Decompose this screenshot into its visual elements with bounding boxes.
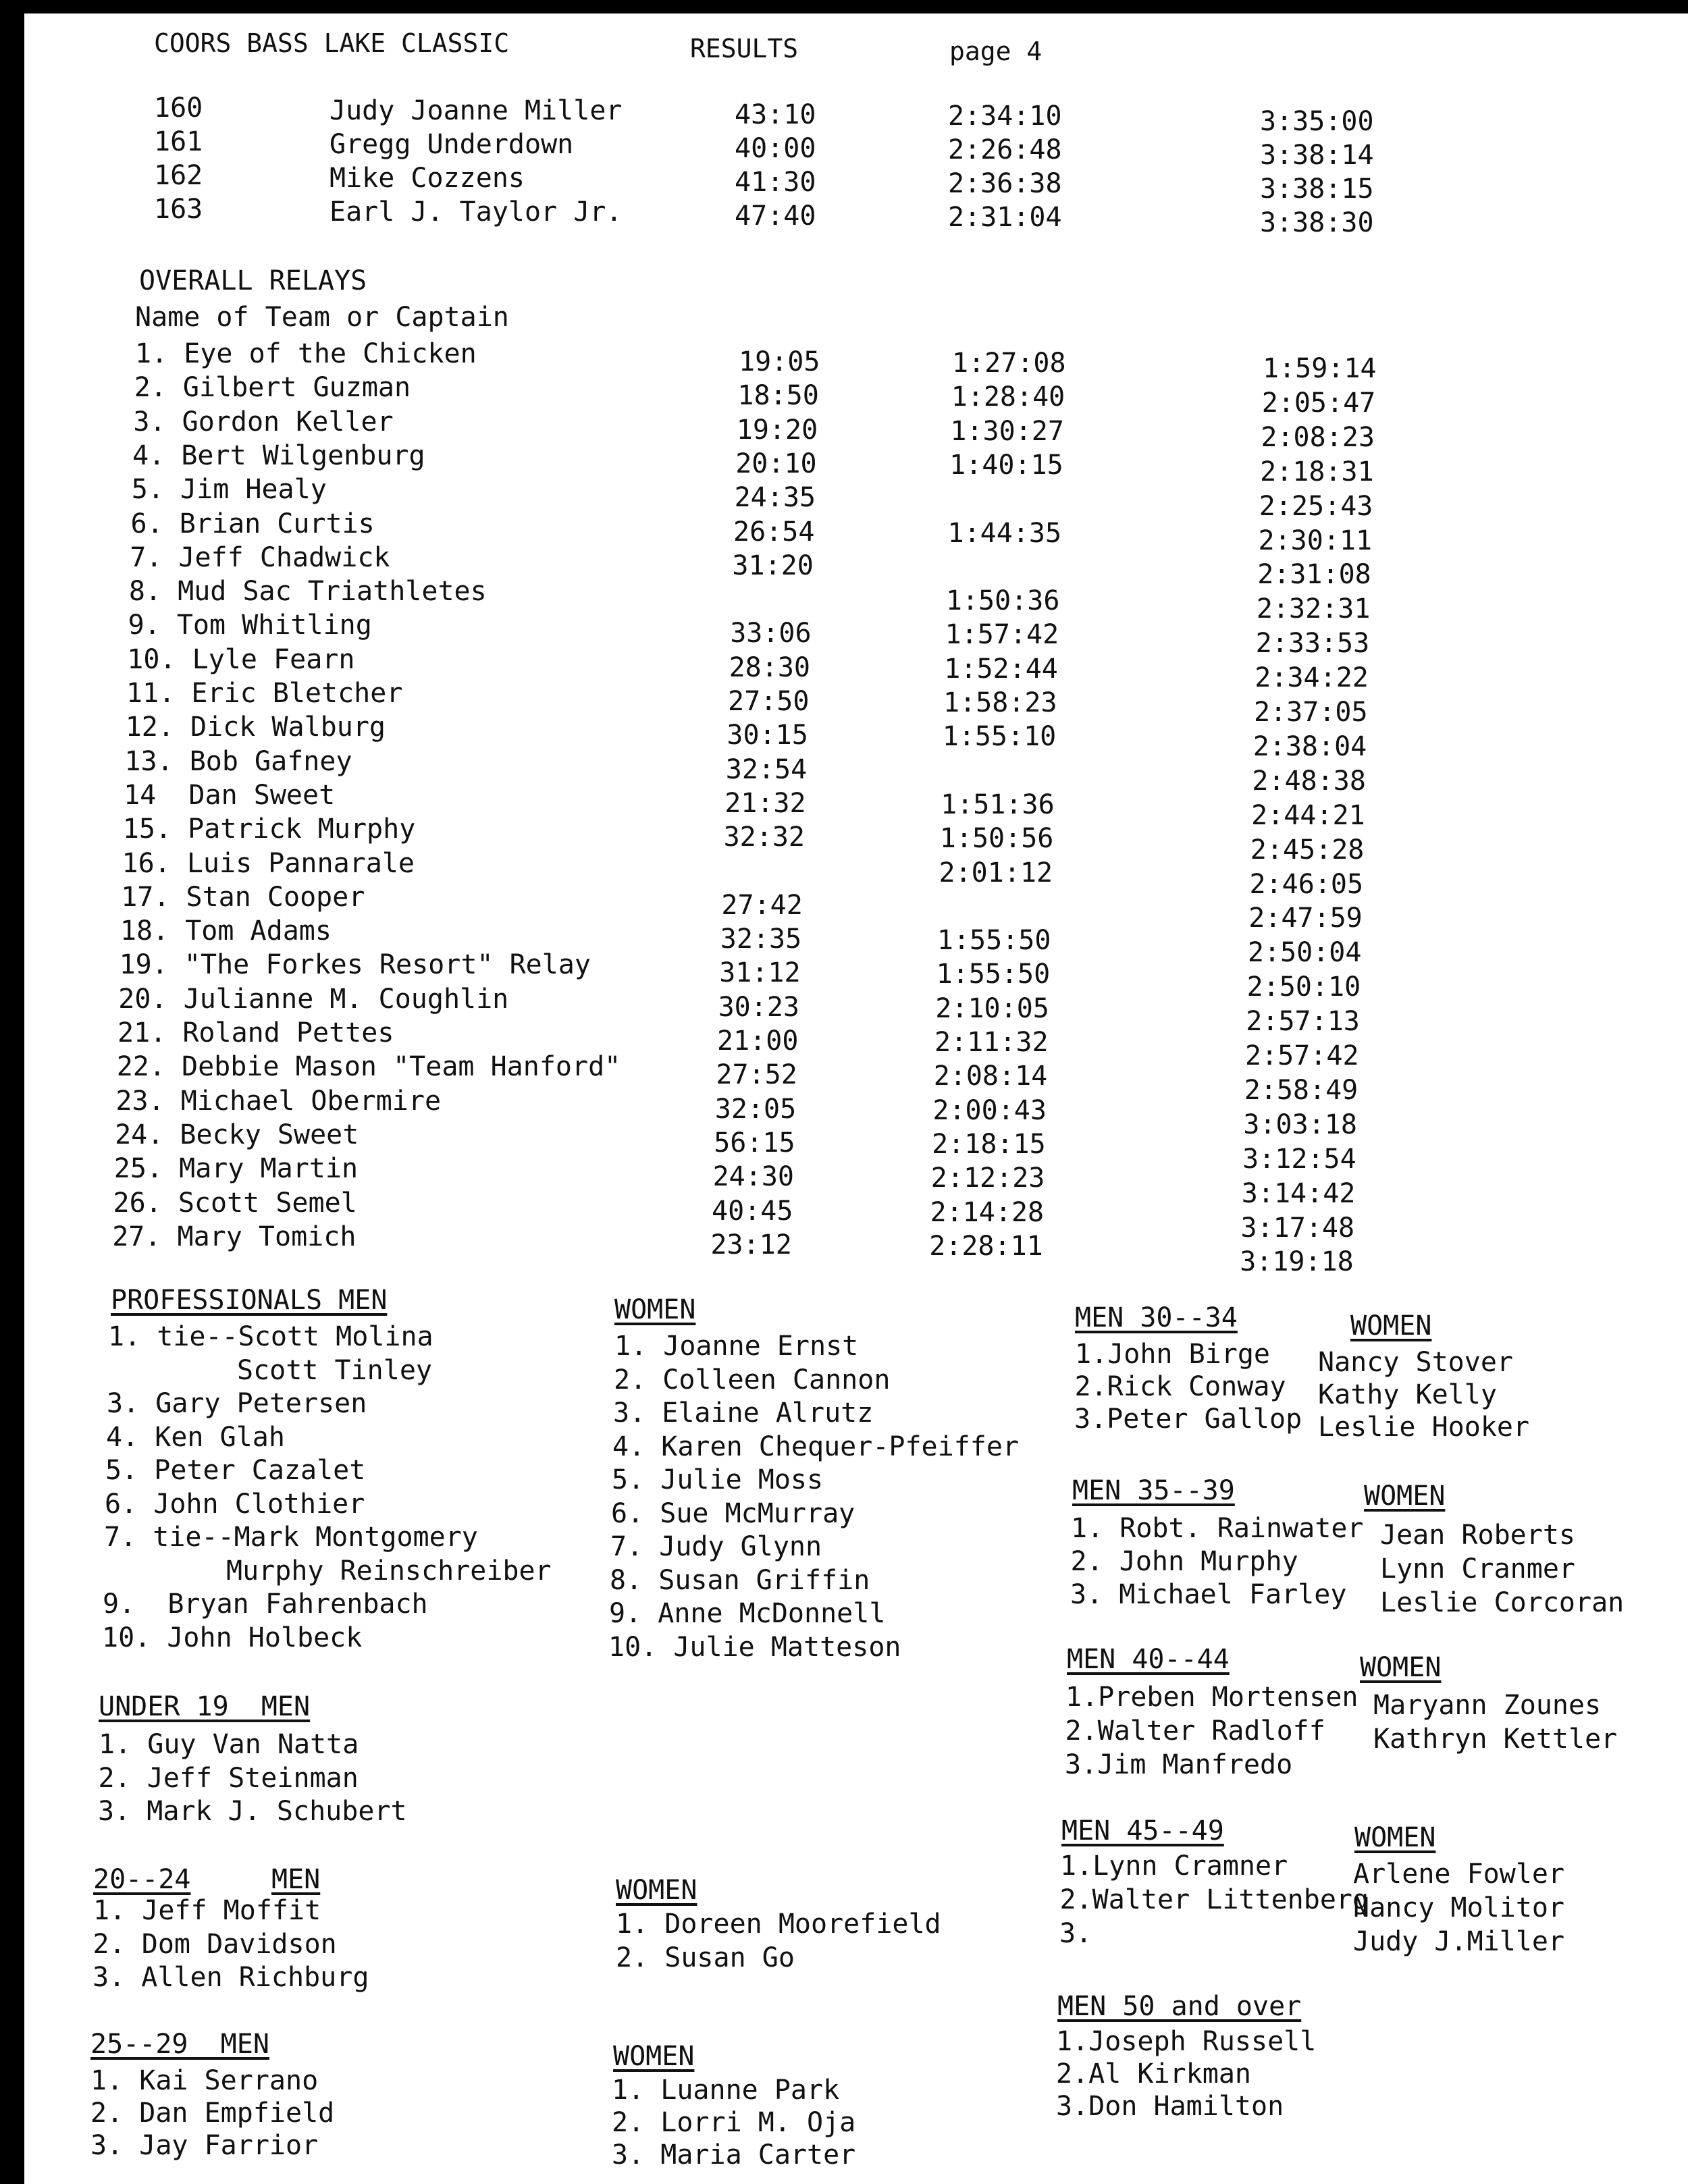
bike-time: 1:44:35 — [947, 517, 1062, 549]
team-name: 12. Dick Walburg — [125, 712, 386, 743]
swim-time: 24:35 — [734, 482, 816, 514]
total-time: 2:50:04 — [1247, 937, 1362, 969]
scan-top-border — [0, 0, 1688, 14]
age40-44-women-title: WOMEN — [1360, 1652, 1442, 1683]
swim-time: 32:32 — [723, 822, 806, 853]
list-item: 10. Julie Matteson — [608, 1631, 901, 1663]
total-time: 2:37:05 — [1254, 697, 1368, 728]
total-time: 2:38:04 — [1252, 730, 1367, 762]
swim-time: 56:15 — [714, 1127, 795, 1158]
total-time: 3:35:00 — [1260, 106, 1374, 137]
list-item: 8. Susan Griffin — [610, 1564, 870, 1596]
list-item: 3. Mark J. Schubert — [98, 1796, 407, 1827]
list-item: 3. Gary Petersen — [107, 1388, 367, 1419]
bike-time: 1:40:15 — [949, 449, 1063, 481]
list-item: 2. John Murphy — [1070, 1546, 1298, 1577]
list-item: 2.Al Kirkman — [1056, 2058, 1251, 2089]
swim-time: 41:30 — [735, 167, 816, 198]
list-item: 1. Luanne Park — [612, 2075, 840, 2106]
bike-time: 2:11:32 — [934, 1027, 1049, 1058]
swim-time: 18:50 — [737, 380, 819, 412]
list-item: 9. Bryan Fahrenbach — [103, 1589, 428, 1620]
place: 162 — [154, 160, 203, 191]
bike-time: 1:58:23 — [943, 687, 1057, 718]
list-item: 5. Julie Moss — [612, 1464, 824, 1495]
total-time: 3:17:48 — [1240, 1212, 1355, 1244]
list-item: 1. Kai Serrano — [90, 2065, 319, 2096]
list-item: 1.John Birge — [1075, 1339, 1270, 1370]
bike-time: 1:50:36 — [945, 585, 1060, 617]
swim-time: 30:15 — [727, 720, 808, 751]
swim-time: 27:50 — [728, 686, 810, 717]
list-item: Scott Tinley — [237, 1354, 432, 1386]
list-item: Lynn Cranmer — [1380, 1553, 1575, 1584]
bike-time: 1:52:44 — [944, 653, 1058, 685]
place: 160 — [154, 92, 203, 124]
total-time: 1:59:14 — [1263, 353, 1377, 384]
total-time: 2:31:08 — [1257, 559, 1371, 591]
list-item: 7. tie--Mark Montgomery — [104, 1522, 478, 1553]
team-name: 15. Patrick Murphy — [122, 814, 416, 845]
total-time: 3:38:15 — [1260, 174, 1374, 205]
team-name: 2. Gilbert Guzman — [134, 372, 411, 404]
age20-24-women-title: WOMEN — [616, 1875, 697, 1906]
swim-time: 47:40 — [735, 201, 816, 232]
swim-time: 28:30 — [729, 651, 811, 683]
bike-time: 2:12:23 — [930, 1163, 1045, 1194]
swim-time: 31:12 — [719, 957, 801, 989]
total-time: 2:57:42 — [1245, 1040, 1359, 1071]
team-name: 20. Julianne M. Coughlin — [118, 983, 509, 1015]
age20-24-title-age: 20--24 — [93, 1864, 191, 1895]
list-item: 2. Colleen Cannon — [614, 1364, 891, 1395]
bike-time: 2:01:12 — [939, 857, 1053, 888]
swim-time: 33:06 — [730, 618, 812, 649]
age30-34-women-title: WOMEN — [1350, 1310, 1432, 1341]
list-item: 1.Lynn Cramner — [1060, 1850, 1288, 1882]
total-time: 3:03:18 — [1243, 1109, 1357, 1140]
bike-time: 2:08:14 — [933, 1061, 1048, 1092]
age30-34-men-title: MEN 30--34 — [1075, 1302, 1238, 1333]
list-item: 7. Judy Glynn — [610, 1531, 822, 1562]
list-item: 1. Joanne Ernst — [614, 1331, 859, 1362]
page-number: page 4 — [949, 36, 1043, 66]
team-name: 14 Dan Sweet — [124, 779, 336, 811]
team-name: 5. Jim Healy — [131, 474, 327, 506]
list-item: 2. Susan Go — [616, 1942, 795, 1973]
bike-time: 2:14:28 — [930, 1196, 1045, 1228]
team-name: 3. Gordon Keller — [133, 406, 394, 437]
team-name: 16. Luis Pannarale — [122, 847, 415, 879]
team-name: 9. Tom Whitling — [128, 610, 372, 641]
professionals-men-title: PROFESSIONALS MEN — [111, 1285, 388, 1316]
team-name: 24. Becky Sweet — [115, 1119, 359, 1150]
athlete-name: Judy Joanne Miller — [329, 95, 623, 126]
swim-time: 32:54 — [725, 753, 808, 785]
list-item: 3. Allen Richburg — [93, 1962, 369, 1993]
team-name: 13. Bob Gafney — [124, 745, 352, 777]
age35-39-men-title: MEN 35--39 — [1072, 1475, 1235, 1506]
list-item: 4. Karen Chequer-Pfeiffer — [612, 1431, 1020, 1462]
total-time: 2:30:11 — [1258, 525, 1373, 556]
bike-time: 1:50:56 — [939, 823, 1054, 855]
list-item: 1. Guy Van Natta — [99, 1729, 359, 1760]
list-item: Arlene Fowler — [1353, 1859, 1565, 1890]
team-name: 7. Jeff Chadwick — [130, 541, 390, 573]
swim-time: 30:23 — [718, 991, 800, 1023]
swim-time: 19:05 — [739, 346, 820, 377]
list-item: 2. Dan Empfield — [90, 2098, 335, 2129]
list-item: 2.Walter Littenberg — [1059, 1884, 1369, 1915]
list-item: 9. Anne McDonnell — [609, 1598, 886, 1629]
list-item: 2.Rick Conway — [1074, 1371, 1286, 1402]
relays-subtitle: Name of Team or Captain — [135, 302, 509, 333]
total-time: 2:08:23 — [1261, 421, 1375, 453]
list-item: 1.Preben Mortensen — [1065, 1682, 1359, 1713]
age50-over-men-title: MEN 50 and over — [1057, 1991, 1302, 2022]
team-name: 10. Lyle Fearn — [127, 643, 355, 675]
team-name: 6. Brian Curtis — [130, 508, 375, 539]
age40-44-men-title: MEN 40--44 — [1067, 1644, 1230, 1675]
age25-29-women-title: WOMEN — [613, 2041, 695, 2072]
list-item: Maryann Zounes — [1373, 1690, 1602, 1721]
list-item: Judy J.Miller — [1353, 1926, 1565, 1957]
team-name: 26. Scott Semel — [113, 1187, 357, 1219]
place: 163 — [154, 194, 203, 225]
bike-time: 1:30:27 — [950, 415, 1064, 447]
team-name: 1. Eye of the Chicken — [135, 338, 477, 369]
swim-time: 43:10 — [735, 99, 816, 130]
professionals-women-title: WOMEN — [614, 1294, 696, 1325]
list-item: Kathy Kelly — [1318, 1379, 1497, 1410]
bike-time: 2:10:05 — [935, 992, 1049, 1024]
team-name: 8. Mud Sac Triathletes — [128, 576, 487, 608]
team-name: 27. Mary Tomich — [112, 1221, 357, 1252]
list-item: 3. Elaine Alrutz — [613, 1397, 874, 1429]
total-time: 3:12:54 — [1242, 1143, 1356, 1175]
bike-time: 2:00:43 — [932, 1094, 1047, 1126]
list-item: 3. Maria Carter — [612, 2139, 856, 2170]
list-item: 3.Jim Manfredo — [1065, 1749, 1293, 1780]
swim-time: 32:05 — [714, 1093, 797, 1125]
total-time: 2:57:13 — [1246, 1006, 1360, 1038]
list-item: Kathryn Kettler — [1373, 1724, 1618, 1755]
list-item: 5. Peter Cazalet — [105, 1455, 366, 1486]
list-item: 1.Joseph Russell — [1056, 2026, 1317, 2057]
list-item: 6. John Clothier — [105, 1488, 365, 1520]
list-item: 3.Peter Gallop — [1074, 1404, 1302, 1435]
age35-39-women-title: WOMEN — [1364, 1481, 1446, 1512]
swim-time: 31:20 — [732, 550, 814, 581]
swim-time: 40:45 — [712, 1195, 793, 1227]
bike-time: 2:28:11 — [929, 1230, 1043, 1262]
bike-time: 1:51:36 — [941, 789, 1055, 820]
swim-time: 40:00 — [735, 133, 816, 164]
bike-time: 1:55:50 — [937, 925, 1051, 957]
list-item: Nancy Stover — [1318, 1347, 1513, 1378]
total-time: 2:46:05 — [1249, 868, 1364, 900]
under19-men-title: UNDER 19 MEN — [99, 1691, 311, 1722]
team-name: 18. Tom Adams — [120, 915, 332, 947]
list-item: 1. Doreen Moorefield — [616, 1909, 941, 1940]
total-time: 2:05:47 — [1261, 387, 1376, 419]
list-item: Murphy Reinschreiber — [226, 1555, 552, 1587]
bike-time: 2:36:38 — [948, 168, 1062, 199]
total-time: 2:25:43 — [1259, 490, 1373, 522]
list-item: 2.Walter Radloff — [1065, 1715, 1325, 1747]
total-time: 2:45:28 — [1250, 834, 1365, 865]
bike-time: 1:55:50 — [936, 959, 1051, 990]
list-item: Nancy Molitor — [1353, 1892, 1565, 1923]
age45-49-men-title: MEN 45--49 — [1061, 1815, 1224, 1846]
list-item: 2. Lorri M. Oja — [612, 2107, 856, 2138]
list-item: Leslie Corcoran — [1380, 1587, 1625, 1618]
total-time: 3:38:30 — [1260, 207, 1374, 238]
list-item: 2. Dom Davidson — [93, 1928, 337, 1960]
total-time: 3:19:18 — [1240, 1246, 1354, 1278]
list-item: 3. — [1059, 1918, 1092, 1949]
athlete-name: Gregg Underdown — [329, 129, 574, 160]
team-name: 4. Bert Wilgenburg — [132, 440, 425, 471]
list-item: Leslie Hooker — [1318, 1412, 1530, 1443]
total-time: 2:34:22 — [1255, 662, 1369, 694]
athlete-name: Mike Cozzens — [329, 163, 525, 194]
relays-title: OVERALL RELAYS — [139, 265, 367, 296]
swim-time: 23:12 — [710, 1229, 792, 1260]
total-time: 2:33:53 — [1255, 628, 1370, 660]
list-item: 1. tie--Scott Molina — [108, 1321, 433, 1352]
total-time: 2:44:21 — [1251, 799, 1365, 831]
bike-time: 2:18:15 — [932, 1128, 1046, 1160]
swim-time: 27:52 — [716, 1059, 797, 1091]
team-name: 19. "The Forkes Resort" Relay — [119, 949, 591, 981]
age25-29-men-title: 25--29 MEN — [90, 2029, 269, 2060]
bike-time: 1:28:40 — [951, 381, 1065, 413]
total-time: 2:18:31 — [1260, 456, 1374, 487]
total-time: 3:14:42 — [1241, 1177, 1356, 1209]
list-item: 10. John Holbeck — [102, 1622, 363, 1653]
bike-time: 1:55:10 — [942, 721, 1057, 753]
total-time: 2:50:10 — [1246, 971, 1361, 1003]
swim-time: 24:30 — [712, 1161, 795, 1193]
team-name: 25. Mary Martin — [113, 1153, 359, 1185]
place: 161 — [154, 126, 203, 157]
swim-time: 26:54 — [733, 516, 815, 548]
bike-time: 1:27:08 — [952, 348, 1066, 379]
bike-time: 2:26:48 — [948, 134, 1062, 165]
list-item: Jean Roberts — [1380, 1520, 1575, 1551]
list-item: 3.Don Hamilton — [1056, 2091, 1284, 2122]
team-name: 23. Michael Obermire — [115, 1085, 442, 1117]
age45-49-women-title: WOMEN — [1354, 1822, 1436, 1853]
team-name: 11. Eric Bletcher — [126, 678, 403, 709]
swim-time: 19:20 — [736, 414, 818, 446]
bike-time: 1:57:42 — [945, 619, 1059, 651]
age20-24-title-gender: MEN — [271, 1864, 321, 1895]
bike-time: 2:34:10 — [948, 101, 1062, 132]
list-item: 2. Jeff Steinman — [98, 1762, 359, 1794]
list-item: 3. Michael Farley — [1070, 1579, 1347, 1610]
swim-time: 21:32 — [724, 787, 806, 819]
swim-time: 32:35 — [720, 924, 802, 955]
document-title: COORS BASS LAKE CLASSIC — [154, 28, 510, 58]
total-time: 2:48:38 — [1252, 765, 1366, 797]
list-item: 3. Jay Farrior — [90, 2130, 319, 2161]
total-time: 3:38:14 — [1260, 140, 1374, 171]
results-heading: RESULTS — [690, 34, 799, 63]
swim-time: 27:42 — [721, 889, 803, 921]
bike-time: 2:31:04 — [948, 202, 1062, 233]
total-time: 2:47:59 — [1248, 903, 1363, 934]
scan-left-border — [0, 0, 24, 2184]
list-item: 1. Jeff Moffit — [93, 1895, 321, 1926]
team-name: 21. Roland Pettes — [117, 1017, 394, 1048]
list-item: 1. Robt. Rainwater — [1071, 1513, 1364, 1544]
total-time: 2:58:49 — [1244, 1074, 1359, 1106]
list-item: 6. Sue McMurray — [611, 1497, 855, 1529]
team-name: 17. Stan Cooper — [121, 881, 365, 913]
total-time: 2:32:31 — [1256, 593, 1371, 625]
swim-time: 21:00 — [717, 1026, 799, 1057]
list-item: 4. Ken Glah — [106, 1421, 285, 1453]
team-name: 22. Debbie Mason "Team Hanford" — [116, 1051, 621, 1083]
athlete-name: Earl J. Taylor Jr. — [329, 196, 623, 228]
swim-time: 20:10 — [735, 448, 817, 479]
